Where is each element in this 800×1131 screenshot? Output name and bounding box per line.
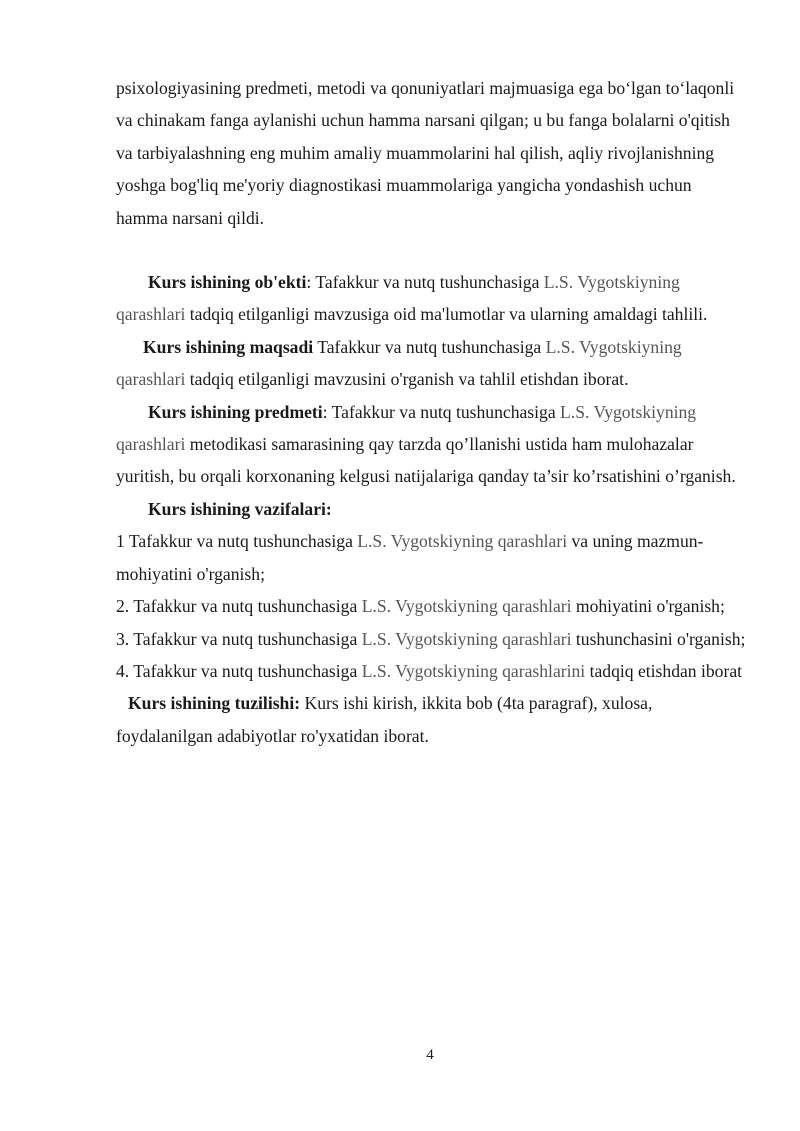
goal-text-after: tadqiq etilganligi mavzusini o'rganish va tahlil etishdan iborat.	[185, 369, 629, 390]
intro-paragraph	[116, 72, 746, 234]
goal-highlight: L.S. Vygotskiyning qarashlari	[116, 336, 682, 390]
goal-paragraph	[116, 331, 746, 396]
goal-text-before: Tafakkur va nutq tushunchasiga	[317, 336, 546, 357]
object-label: Kurs ishining ob'ekti	[148, 272, 307, 293]
object-text-after: tadqiq etilganligi mavzusiga oid ma'lumotlar va ularning amaldagi tahlili.	[185, 304, 708, 325]
task-item-highlight: L.S. Vygotskiyning qarashlarini	[361, 660, 586, 681]
subject-paragraph	[116, 396, 746, 493]
task-item-suffix: tadqiq etishdan iborat	[585, 660, 743, 681]
structure-text: Kurs ishi kirish, ikkita bob (4ta paragraf), xulosa, foydalanilgan adabiyotlar ro'yxatidan iborat.	[116, 693, 653, 746]
page-number: 4	[426, 1047, 434, 1063]
task-item-suffix: mohiyatini o'rganish;	[571, 596, 725, 617]
intro-text: psixologiyasining predmeti, metodi va qonuniyatlari majmuasiga ega bo‘lgan to‘laqonli va chinakam fanga aylanishi uchun hamma narsani qilgan; u bu fanga bolalarni o'qitish va tarbiyalashning eng muhim amaliy muammolarini hal qilish, aqliy rivojlanishning yoshga bog'liq me'yoriy diagnostikasi muammolariga yangicha yondashish uchun hamma narsani qildi.	[116, 78, 735, 228]
subject-text-after: metodikasi samarasining qay tarzda qo’llanishi ustida ham mulohazalar yuritish, bu orqali korxonaning kelgusi natijalariga qanday ta’sir ko’rsatishini o’rganish.	[116, 434, 736, 487]
object-paragraph	[116, 266, 746, 331]
page-content	[116, 72, 746, 752]
object-highlight: L.S. Vygotskiyning qarashlari	[116, 272, 680, 325]
object-text-before: Tafakkur va nutq tushunchasiga	[315, 272, 544, 293]
task-item-suffix: va uning mazmun-mohiyatini o'rganish;	[116, 531, 704, 584]
subject-label: Kurs ishining predmeti	[148, 401, 323, 422]
structure-paragraph	[116, 687, 746, 752]
task-item-4	[116, 655, 746, 687]
paragraph-gap	[116, 234, 746, 266]
task-item-3	[116, 623, 746, 655]
structure-label: Kurs ishining tuzilishi:	[128, 693, 301, 714]
subject-text-before: Tafakkur va nutq tushunchasiga	[331, 401, 561, 422]
subject-separator: :	[322, 401, 332, 422]
object-separator: :	[306, 272, 316, 293]
task-item-prefix: 3. Tafakkur va nutq tushunchasiga	[116, 628, 362, 649]
task-item-suffix: tushunchasini o'rganish;	[571, 628, 746, 649]
task-item-highlight: L.S. Vygotskiyning qarashlari	[361, 628, 572, 649]
task-item-highlight: L.S. Vygotskiyning qarashlari	[361, 596, 572, 617]
task-item-prefix: 4. Tafakkur va nutq tushunchasiga	[116, 660, 362, 681]
subject-highlight: L.S. Vygotskiyning qarashlari	[116, 401, 697, 455]
task-item-highlight: L.S. Vygotskiyning qarashlari	[357, 531, 568, 552]
task-item-1	[116, 525, 746, 590]
goal-label: Kurs ishining maqsadi	[143, 336, 314, 357]
tasks-label: Kurs ishining vazifalari:	[148, 498, 332, 519]
task-item-prefix: 1 Tafakkur va nutq tushunchasiga	[116, 531, 358, 552]
task-item-prefix: 2. Tafakkur va nutq tushunchasiga	[116, 596, 362, 617]
task-item-2	[116, 590, 746, 622]
tasks-heading	[116, 493, 746, 525]
